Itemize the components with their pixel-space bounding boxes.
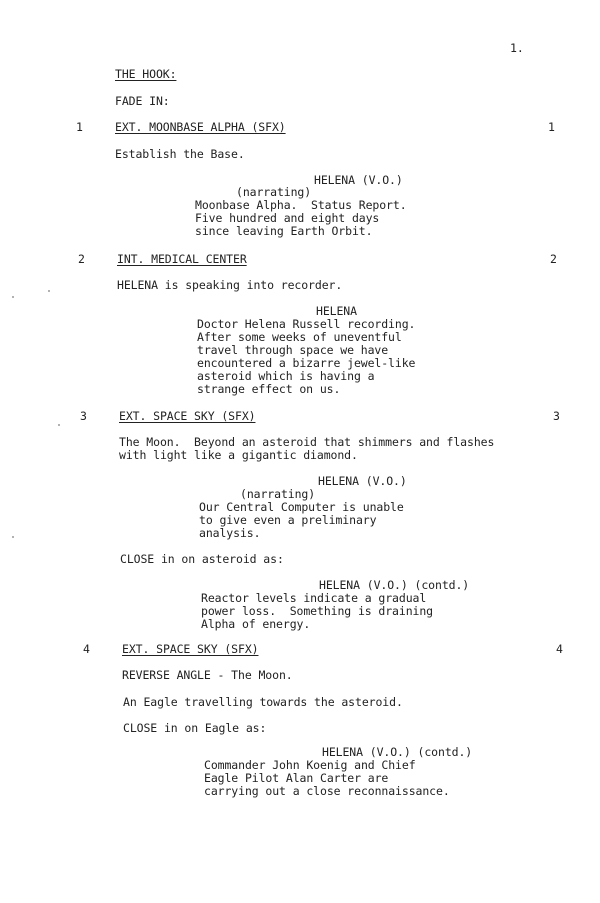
scene-3-line-contd: Alpha of energy. xyxy=(201,617,311,631)
scene-4-action: CLOSE in on Eagle as: xyxy=(123,721,267,735)
scene-2-heading: INT. MEDICAL CENTER xyxy=(117,252,247,266)
scene-1-line: Moonbase Alpha. Status Report. xyxy=(195,198,407,212)
scene-2-character: HELENA xyxy=(316,304,357,318)
scene-4-character: HELENA (V.O.) (contd.) xyxy=(322,745,473,759)
scene-1-number-left: 1 xyxy=(76,120,83,134)
scene-3-character-contd: HELENA (V.O.) (contd.) xyxy=(319,578,470,592)
scene-3-character: HELENA (V.O.) xyxy=(318,474,407,488)
scan-speck xyxy=(58,424,60,426)
scene-4-number-right: 4 xyxy=(556,642,563,656)
scene-1-character: HELENA (V.O.) xyxy=(314,173,403,187)
scene-4-line: Commander John Koenig and Chief xyxy=(204,758,416,772)
scene-4-line: carrying out a close reconnaissance. xyxy=(204,784,450,798)
scene-3-parenthetical: (narrating) xyxy=(240,487,316,501)
scene-3-action: The Moon. Beyond an asteroid that shimmers and flashes xyxy=(119,435,495,449)
scene-3-action: with light like a gigantic diamond. xyxy=(119,448,358,462)
scene-3-line-contd: power loss. Something is draining xyxy=(201,604,434,618)
scan-speck xyxy=(12,536,14,538)
scene-1-number-right: 1 xyxy=(548,120,555,134)
scene-1-action: Establish the Base. xyxy=(115,147,245,161)
hook-heading: THE HOOK: xyxy=(115,67,177,81)
scene-2-line: strange effect on us. xyxy=(197,382,341,396)
scene-4-line: Eagle Pilot Alan Carter are xyxy=(204,771,389,785)
scene-2-line: asteroid which is having a xyxy=(197,369,375,383)
scene-3-action-close: CLOSE in on asteroid as: xyxy=(120,552,284,566)
scene-4-heading: EXT. SPACE SKY (SFX) xyxy=(122,642,259,656)
scene-4-number-left: 4 xyxy=(83,642,90,656)
scene-2-action: HELENA is speaking into recorder. xyxy=(117,278,343,292)
scene-2-line: Doctor Helena Russell recording. xyxy=(197,317,416,331)
scene-3-line: analysis. xyxy=(199,526,261,540)
scene-2-number-left: 2 xyxy=(78,252,85,266)
scene-2-number-right: 2 xyxy=(550,252,557,266)
scene-3-line: Our Central Computer is unable xyxy=(199,500,404,514)
scene-3-number-right: 3 xyxy=(553,409,560,423)
page-number: 1. xyxy=(510,41,524,55)
scene-2-line: After some weeks of uneventful xyxy=(197,330,402,344)
scene-1-parenthetical: (narrating) xyxy=(236,185,312,199)
scene-2-line: encountered a bizarre jewel-like xyxy=(197,356,416,370)
scene-4-action: An Eagle travelling towards the asteroid. xyxy=(123,695,403,709)
scene-1-line: Five hundred and eight days xyxy=(195,211,380,225)
scene-3-line: to give even a preliminary xyxy=(199,513,377,527)
scene-4-action: REVERSE ANGLE - The Moon. xyxy=(122,668,293,682)
scene-3-heading: EXT. SPACE SKY (SFX) xyxy=(119,409,256,423)
scene-3-number-left: 3 xyxy=(80,409,87,423)
scene-2-line: travel through space we have xyxy=(197,343,389,357)
scan-speck xyxy=(48,290,50,292)
scene-3-line-contd: Reactor levels indicate a gradual xyxy=(201,591,427,605)
scene-1-line: since leaving Earth Orbit. xyxy=(195,224,373,238)
fade-in: FADE IN: xyxy=(115,94,170,108)
scene-1-heading: EXT. MOONBASE ALPHA (SFX) xyxy=(115,120,286,134)
scan-speck xyxy=(12,296,14,298)
